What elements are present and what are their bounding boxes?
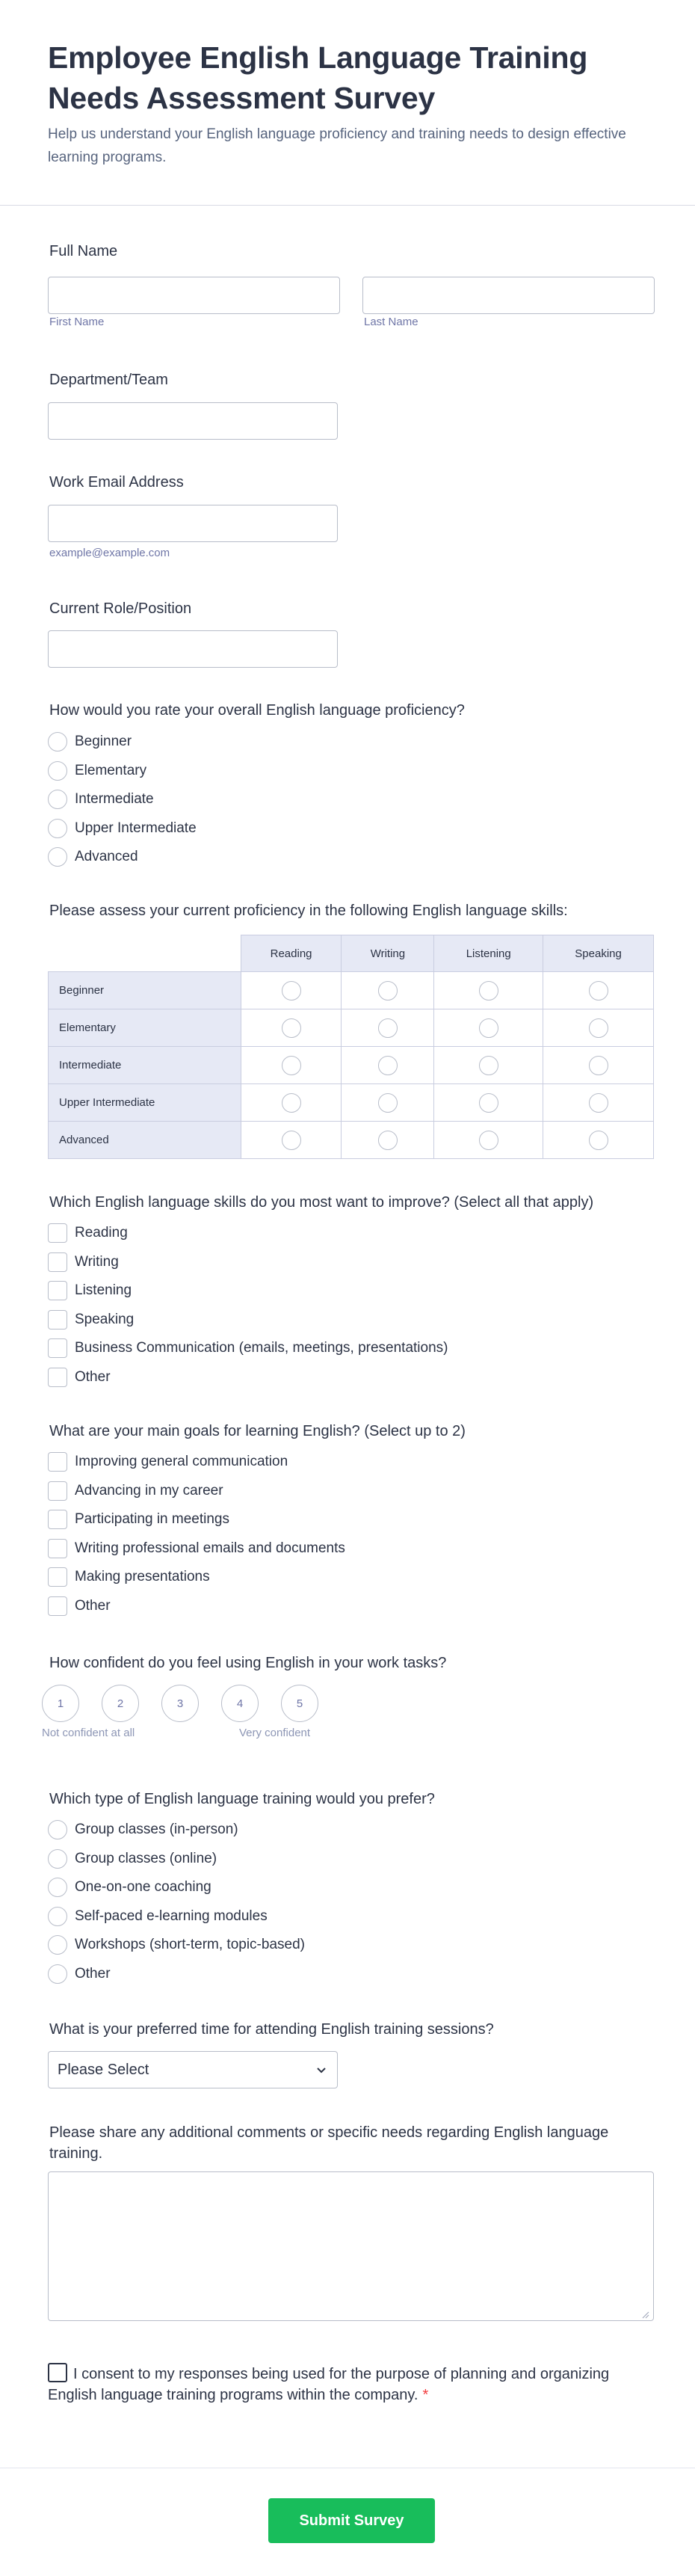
goals-option[interactable]: Writing professional emails and documents: [48, 1534, 345, 1564]
first-name-input[interactable]: [48, 277, 340, 314]
matrix-radio[interactable]: [378, 1093, 398, 1113]
scale-option[interactable]: 3: [161, 1685, 199, 1722]
matrix-row: [49, 1084, 654, 1122]
goals-option[interactable]: Improving general communication: [48, 1448, 345, 1477]
matrix-column-header: Speaking: [543, 935, 654, 972]
radio-button[interactable]: [48, 1907, 67, 1926]
confidence-scale: [42, 1685, 318, 1722]
email-label: Work Email Address: [49, 474, 184, 491]
training-type-options: [48, 1816, 305, 1988]
role-input[interactable]: [48, 630, 338, 668]
matrix-radio[interactable]: [589, 981, 608, 1000]
radio-button[interactable]: [48, 1878, 67, 1897]
proficiency-option[interactable]: Upper Intermediate: [48, 814, 197, 843]
checkbox[interactable]: [48, 1510, 67, 1529]
department-input[interactable]: [48, 402, 338, 440]
matrix-row: [49, 972, 654, 1009]
goals-option[interactable]: Advancing in my career: [48, 1477, 345, 1506]
required-mark: *: [422, 2387, 429, 2403]
goals-option[interactable]: Participating in meetings: [48, 1505, 345, 1534]
select-value: Please Select: [58, 2061, 149, 2078]
checkbox[interactable]: [48, 1539, 67, 1558]
radio-button[interactable]: [48, 1935, 67, 1955]
matrix-radio[interactable]: [282, 981, 301, 1000]
proficiency-option[interactable]: Intermediate: [48, 785, 197, 814]
matrix-column-header: Listening: [434, 935, 543, 972]
matrix-radio[interactable]: [282, 1056, 301, 1075]
checkbox[interactable]: [48, 1310, 67, 1330]
matrix-radio[interactable]: [589, 1018, 608, 1038]
checkbox[interactable]: [48, 1368, 67, 1387]
form-footer: [0, 2468, 695, 2576]
matrix-row: [49, 1009, 654, 1047]
role-label: Current Role/Position: [49, 600, 192, 617]
matrix-radio[interactable]: [479, 1018, 498, 1038]
improve-skills-option[interactable]: Speaking: [48, 1306, 448, 1335]
radio-button[interactable]: [48, 847, 67, 867]
goals-label: What are your main goals for learning English? (Select up to 2): [49, 1423, 466, 1439]
improve-skills-options: [48, 1219, 448, 1392]
improve-skills-label: Which English language skills do you most want to improve? (Select all that apply): [49, 1194, 594, 1211]
radio-button[interactable]: [48, 1849, 67, 1869]
improve-skills-option[interactable]: Listening: [48, 1276, 448, 1306]
header-divider: [0, 205, 695, 206]
email-input[interactable]: [48, 505, 338, 542]
full-name-label: Full Name: [49, 243, 118, 259]
checkbox[interactable]: [48, 1567, 67, 1587]
matrix-radio[interactable]: [282, 1093, 301, 1113]
matrix-radio[interactable]: [479, 1056, 498, 1075]
consent-checkbox[interactable]: [48, 2363, 67, 2382]
matrix-row: [49, 1122, 654, 1159]
checkbox[interactable]: [48, 1338, 67, 1358]
training-type-option[interactable]: Other: [48, 1960, 305, 1989]
matrix-row-label: Intermediate: [49, 1047, 241, 1084]
scale-low-label: Not confident at all: [42, 1727, 135, 1739]
radio-button[interactable]: [48, 761, 67, 781]
radio-button[interactable]: [48, 819, 67, 838]
matrix-radio[interactable]: [589, 1131, 608, 1150]
matrix-radio[interactable]: [589, 1056, 608, 1075]
matrix-radio[interactable]: [378, 981, 398, 1000]
scale-option[interactable]: 2: [102, 1685, 139, 1722]
matrix-radio[interactable]: [479, 981, 498, 1000]
matrix-radio[interactable]: [282, 1018, 301, 1038]
page-description: Help us understand your English language proficiency and training needs to design effective learning programs.: [48, 126, 626, 165]
matrix-corner: [49, 935, 241, 972]
chevron-down-icon: [316, 2062, 327, 2079]
training-type-option[interactable]: Workshops (short-term, topic-based): [48, 1931, 305, 1960]
training-type-label: Which type of English language training would you prefer?: [49, 1791, 435, 1807]
scale-option[interactable]: 1: [42, 1685, 79, 1722]
radio-button[interactable]: [48, 1820, 67, 1839]
email-sublabel: example@example.com: [49, 547, 170, 559]
comments-label: Please share any additional comments or specific needs regarding English language training.: [49, 2124, 609, 2162]
matrix-radio[interactable]: [378, 1056, 398, 1075]
scale-option[interactable]: 4: [221, 1685, 259, 1722]
matrix-row-label: Beginner: [49, 972, 241, 1009]
resize-grip-icon[interactable]: [642, 2309, 649, 2317]
goals-option[interactable]: Other: [48, 1592, 345, 1621]
radio-button[interactable]: [48, 790, 67, 809]
matrix-radio[interactable]: [479, 1093, 498, 1113]
proficiency-option[interactable]: Elementary: [48, 757, 197, 786]
matrix-radio[interactable]: [479, 1131, 498, 1150]
preferred-time-select[interactable]: [48, 2051, 338, 2088]
improve-skills-option[interactable]: Business Communication (emails, meetings, presentations): [48, 1334, 448, 1363]
checkbox[interactable]: [48, 1223, 67, 1243]
matrix-column-header: Reading: [241, 935, 342, 972]
improve-skills-option[interactable]: Other: [48, 1363, 448, 1392]
page-title: Employee English Language Training Needs Assessment Survey: [48, 40, 588, 115]
checkbox[interactable]: [48, 1452, 67, 1472]
goals-option[interactable]: Making presentations: [48, 1563, 345, 1592]
checkbox[interactable]: [48, 1252, 67, 1272]
full-name-question: [49, 241, 117, 262]
preferred-time-label: What is your preferred time for attending English training sessions?: [49, 2021, 494, 2038]
last-name-sublabel: Last Name: [364, 316, 418, 328]
matrix-radio[interactable]: [589, 1093, 608, 1113]
checkbox[interactable]: [48, 1281, 67, 1300]
skills-matrix: [48, 935, 654, 1159]
matrix-radio[interactable]: [378, 1018, 398, 1038]
checkbox[interactable]: [48, 1596, 67, 1616]
submit-button[interactable]: Submit Survey: [268, 2498, 435, 2543]
scale-option[interactable]: 5: [281, 1685, 318, 1722]
department-label: Department/Team: [49, 372, 168, 388]
matrix-row-label: Advanced: [49, 1122, 241, 1159]
skills-matrix-label: Please assess your current proficiency in the following English language skills:: [49, 903, 568, 919]
goals-options: [48, 1448, 345, 1620]
consent-field: [48, 2363, 631, 2406]
training-type-option[interactable]: One-on-one coaching: [48, 1873, 305, 1902]
proficiency-option[interactable]: Advanced: [48, 843, 197, 872]
training-type-option[interactable]: Group classes (online): [48, 1845, 305, 1874]
first-name-sublabel: First Name: [49, 316, 105, 328]
matrix-radio[interactable]: [282, 1131, 301, 1150]
proficiency-label: How would you rate your overall English language proficiency?: [49, 702, 465, 719]
proficiency-option[interactable]: Beginner: [48, 728, 197, 757]
last-name-input[interactable]: [362, 277, 655, 314]
matrix-radio[interactable]: [378, 1131, 398, 1150]
form-header: [0, 0, 695, 205]
matrix-row-label: Upper Intermediate: [49, 1084, 241, 1122]
radio-button[interactable]: [48, 732, 67, 751]
scale-high-label: Very confident: [239, 1727, 311, 1739]
improve-skills-option[interactable]: Writing: [48, 1248, 448, 1277]
radio-button[interactable]: [48, 1964, 67, 1984]
matrix-row: [49, 1047, 654, 1084]
training-type-option[interactable]: Self-paced e-learning modules: [48, 1902, 305, 1931]
matrix-column-header: Writing: [342, 935, 434, 972]
checkbox[interactable]: [48, 1481, 67, 1501]
matrix-row-label: Elementary: [49, 1009, 241, 1047]
improve-skills-option[interactable]: Reading: [48, 1219, 448, 1248]
comments-textarea[interactable]: [48, 2171, 654, 2321]
consent-text: I consent to my responses being used for the purpose of planning and organizing English language training programs within the company.: [48, 2366, 610, 2403]
training-type-option[interactable]: Group classes (in-person): [48, 1816, 305, 1845]
proficiency-options: [48, 728, 197, 872]
confidence-label: How confident do you feel using English in your work tasks?: [49, 1655, 447, 1671]
